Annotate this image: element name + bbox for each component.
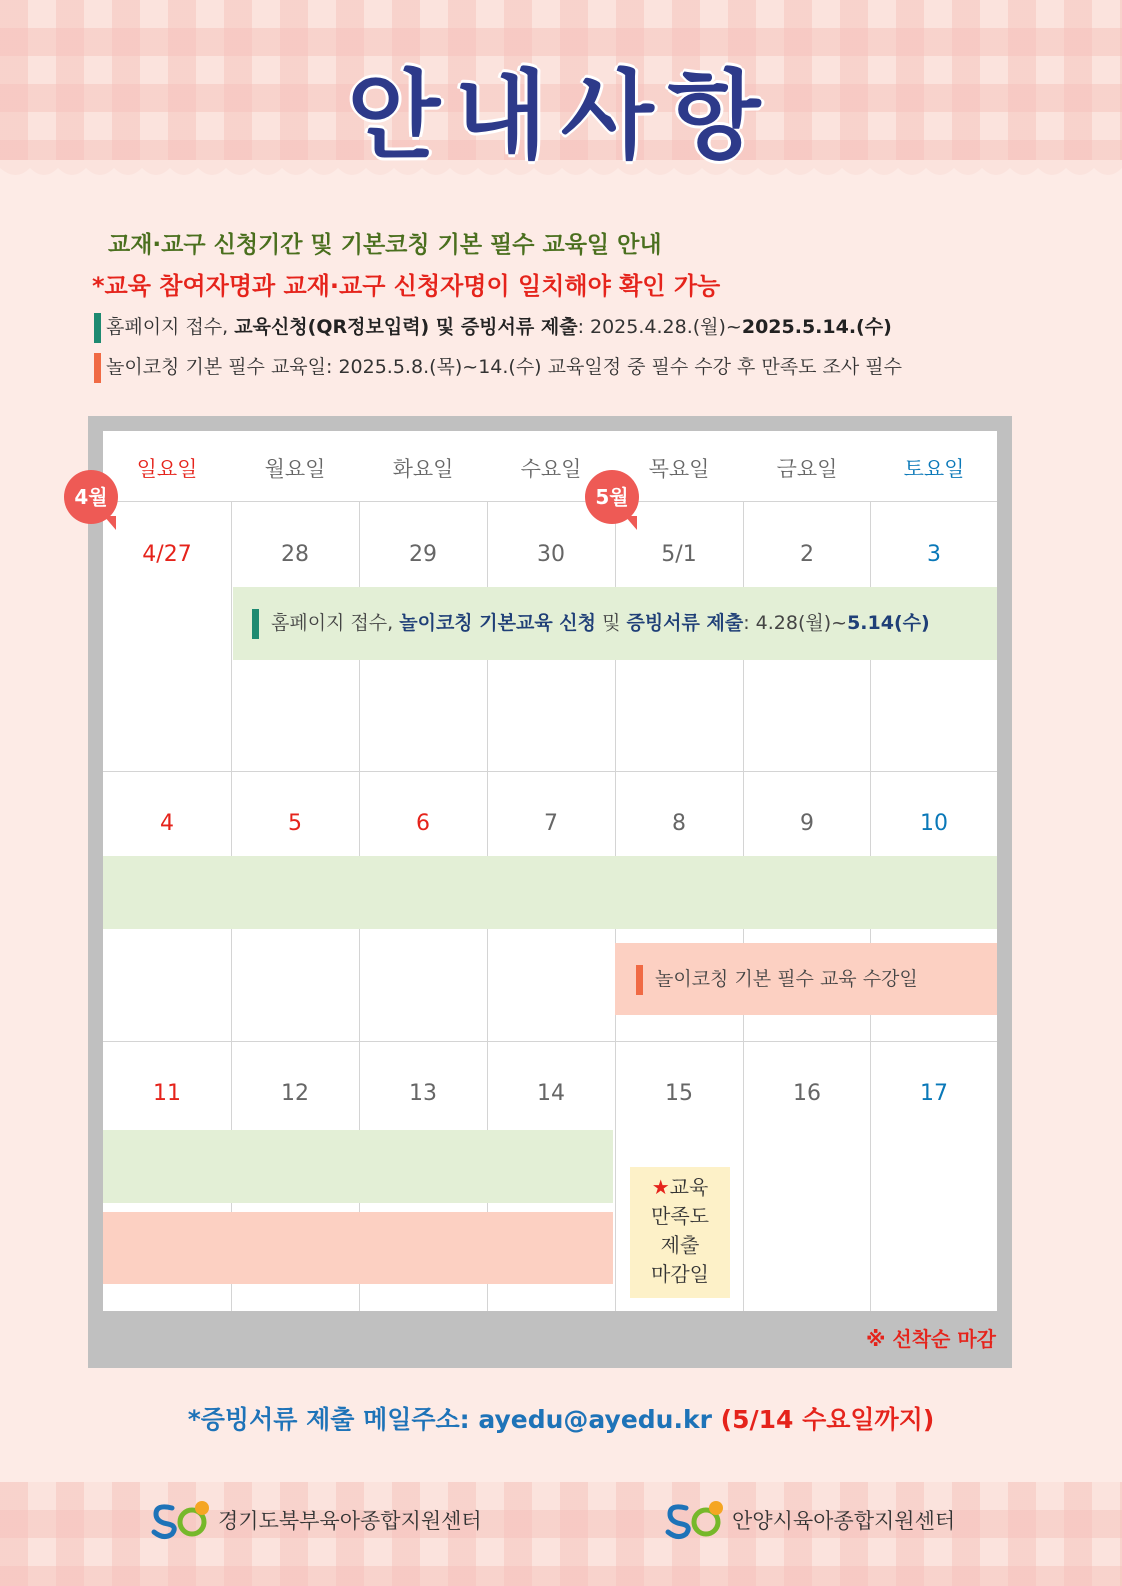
date-cell: 15 [665, 1081, 693, 1106]
grid-line [103, 501, 997, 502]
date-cell: 3 [927, 542, 941, 567]
line1-end-date: 2025.5.14.(수) [741, 316, 892, 338]
calendar-frame [88, 416, 1012, 1368]
date-cell: 5 [288, 811, 302, 836]
date-cell: 7 [544, 811, 558, 836]
calendar [103, 431, 997, 1311]
date-cell: 4 [160, 811, 174, 836]
line1-strong: 교육신청(QR정보입력) 및 증빙서류 제출 [234, 316, 578, 338]
date-cell: 30 [537, 542, 565, 567]
line1-middle: : 2025.4.28.(월)~ [577, 316, 742, 338]
notice-subtitle: 교재·교구 신청기간 및 기본코칭 기본 필수 교육일 안내 [108, 232, 662, 258]
registration-band [103, 1130, 613, 1203]
dayname-saturday: 토요일 [903, 457, 965, 481]
orange-marker [636, 965, 643, 995]
date-cell: 17 [920, 1081, 948, 1106]
deadline-text: 교육 [669, 1175, 709, 1199]
date-cell: 16 [793, 1081, 821, 1106]
dayname-friday: 금요일 [776, 457, 838, 481]
name-match-warning: *교육 참여자명과 교재·교구 신청자명이 일치해야 확인 가능 [92, 272, 721, 300]
date-cell: 28 [281, 542, 309, 567]
center-logo-icon [150, 1500, 212, 1540]
education-band-text: 놀이코칭 기본 필수 교육 수강일 [655, 968, 918, 990]
date-cell: 29 [409, 542, 437, 567]
email-deadline: (5/14 수요일까지) [720, 1405, 935, 1434]
reg-prefix: 홈페이지 접수, [271, 612, 400, 634]
badge-tail [625, 516, 637, 530]
deadline-line4: 마감일 [651, 1262, 709, 1286]
star-icon: ★ [651, 1175, 670, 1199]
reg-strong1: 놀이코칭 기본교육 신청 [399, 612, 597, 634]
line1-prefix: 홈페이지 접수, [106, 316, 235, 338]
dayname-monday: 월요일 [264, 457, 326, 481]
date-cell: 12 [281, 1081, 309, 1106]
date-cell: 8 [672, 811, 686, 836]
line2-text: 놀이코칭 기본 필수 교육일: 2025.5.8.(목)~14.(수) 교육일정 중 필수 수강 후 만족도 조사 필수 [106, 356, 902, 378]
month-badge-april [64, 470, 118, 524]
reg-strong2: 증빙서류 제출 [626, 612, 744, 634]
registration-period-line [94, 312, 892, 343]
date-cell: 11 [153, 1081, 181, 1106]
badge-tail [104, 516, 116, 530]
month-badge-may [585, 470, 639, 524]
date-cell: 4/27 [142, 542, 192, 567]
org-right [664, 1500, 955, 1540]
april-label: 4월 [74, 485, 108, 509]
green-marker [252, 609, 259, 639]
may-label: 5월 [595, 485, 629, 509]
date-cell: 6 [416, 811, 430, 836]
satisfaction-deadline-box [630, 1167, 730, 1298]
first-come-notice: ※ 선착순 마감 [866, 1327, 996, 1351]
date-cell: 5/1 [661, 542, 697, 567]
date-cell: 13 [409, 1081, 437, 1106]
deadline-line1 [630, 1173, 730, 1202]
grid-line [103, 1041, 997, 1042]
org-left-name: 경기도북부육아종합지원센터 [218, 1509, 482, 1533]
dayname-thursday: 목요일 [648, 457, 710, 481]
date-cell: 14 [537, 1081, 565, 1106]
org-left [150, 1500, 482, 1540]
deadline-line3: 제출 [660, 1233, 700, 1257]
email-label: *증빙서류 제출 메일주소: ayedu@ayedu.kr [187, 1405, 712, 1434]
reg-suffix: : 4.28(월)~ [743, 612, 848, 634]
date-cell: 2 [800, 542, 814, 567]
page-title: 안내사항 [347, 60, 775, 172]
date-cell: 9 [800, 811, 814, 836]
dayname-sunday: 일요일 [136, 457, 198, 481]
orange-marker [94, 353, 101, 383]
green-marker [94, 313, 101, 343]
org-right-name: 안양시육아종합지원센터 [732, 1509, 956, 1533]
deadline-line2: 만족도 [651, 1204, 709, 1228]
grid-line [103, 771, 997, 772]
dayname-wednesday: 수요일 [520, 457, 582, 481]
education-band-label [636, 964, 918, 995]
registration-band [103, 856, 997, 929]
education-period-line [94, 352, 902, 383]
email-notice [0, 1400, 1122, 1436]
reg-end-date: 5.14(수) [847, 612, 930, 634]
date-cell: 10 [920, 811, 948, 836]
center-logo-icon [664, 1500, 726, 1540]
registration-band-label [252, 608, 930, 639]
dayname-tuesday: 화요일 [392, 457, 454, 481]
education-band [103, 1212, 613, 1284]
reg-middle: 및 [596, 612, 627, 634]
